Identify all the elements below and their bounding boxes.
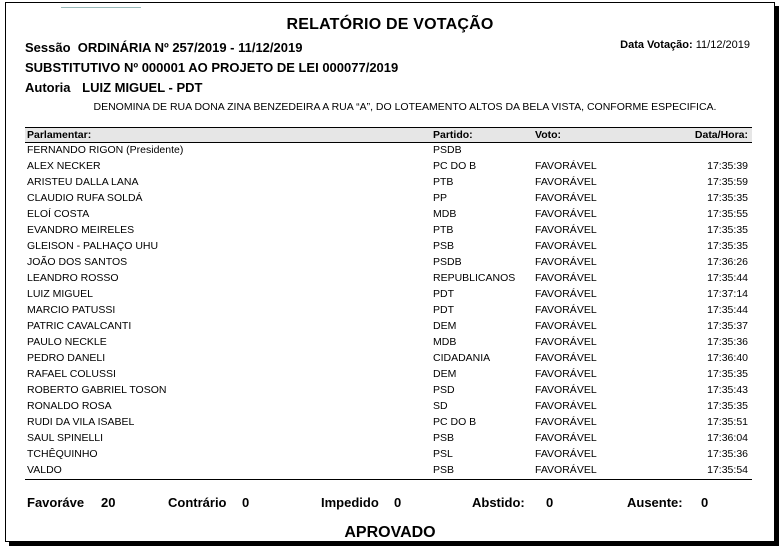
cell-party: DEM <box>433 320 457 332</box>
cell-vote: FAVORÁVEL <box>535 400 597 412</box>
table-row <box>25 287 752 303</box>
abstido-label: Abstido: <box>472 495 525 510</box>
table-row <box>25 367 752 383</box>
table-row <box>25 431 752 447</box>
cell-name: TCHÊQUINHO <box>27 448 98 460</box>
cell-name: SAUL SPINELLI <box>27 432 104 444</box>
cell-vote: FAVORÁVEL <box>535 240 597 252</box>
report-title: RELATÓRIO DE VOTAÇÃO <box>286 16 494 33</box>
cell-name: ELOÍ COSTA <box>27 208 90 220</box>
table-row <box>25 463 752 479</box>
table-row <box>25 415 752 431</box>
session-line <box>25 40 302 55</box>
favor-label: Favoráve <box>27 495 85 510</box>
author-value: LUIZ MIGUEL - PDT <box>82 80 203 95</box>
author-label: Autoria <box>25 80 71 95</box>
cell-party: PC DO B <box>433 416 477 428</box>
cell-time: 17:35:51 <box>707 416 748 428</box>
impedido-value: 0 <box>394 495 402 510</box>
cell-time: 17:35:59 <box>707 176 748 188</box>
cell-time: 17:35:35 <box>707 400 748 412</box>
cell-vote: FAVORÁVEL <box>535 320 597 332</box>
cell-time: 17:35:35 <box>707 368 748 380</box>
cell-party: PDT <box>433 304 454 316</box>
cell-name: EVANDRO MEIRELES <box>27 224 135 236</box>
votes-table <box>25 127 752 480</box>
cell-vote: FAVORÁVEL <box>535 416 597 428</box>
cell-party: PSL <box>433 448 453 460</box>
ausente-value: 0 <box>701 495 709 510</box>
cell-party: PSB <box>433 240 455 252</box>
project-description: DENOMINA DE RUA DONA ZINA BENZEDEIRA A RUA “A”, DO LOTEAMENTO ALTOS DA BELA VISTA, CONFORME ESPECIFICA. <box>93 101 717 113</box>
table-bottom-rule <box>25 479 752 480</box>
cell-time: 17:35:37 <box>707 320 748 332</box>
cell-time: 17:35:43 <box>707 384 748 396</box>
table-row <box>25 351 752 367</box>
cell-time: 17:35:35 <box>707 240 748 252</box>
cell-vote: FAVORÁVEL <box>535 352 597 364</box>
top-mark <box>61 3 141 8</box>
cell-vote: FAVORÁVEL <box>535 336 597 348</box>
cell-party: PSDB <box>433 256 462 268</box>
cell-name: RAFAEL COLUSSI <box>27 368 116 380</box>
table-row <box>25 223 752 239</box>
cell-party: PSB <box>433 432 455 444</box>
table-row <box>25 159 752 175</box>
cell-name: PEDRO DANELI <box>27 352 106 364</box>
cell-party: DEM <box>433 368 457 380</box>
cell-name: ALEX NECKER <box>27 160 101 172</box>
cell-name: FERNANDO RIGON (Presidente) <box>27 144 184 156</box>
header-vote: Voto: <box>535 129 562 141</box>
cell-party: CIDADANIA <box>433 352 491 364</box>
vote-result: APROVADO <box>344 524 436 541</box>
cell-time: 17:35:44 <box>707 304 748 316</box>
cell-name: CLAUDIO RUFA SOLDÁ <box>27 192 143 204</box>
cell-vote: FAVORÁVEL <box>535 160 597 172</box>
cell-time: 17:35:36 <box>707 336 748 348</box>
cell-time: 17:36:40 <box>707 352 748 364</box>
cell-party: MDB <box>433 336 457 348</box>
cell-party: PTB <box>433 224 454 236</box>
cell-party: PSD <box>433 384 455 396</box>
cell-party: SD <box>433 400 448 412</box>
cell-vote: FAVORÁVEL <box>535 304 597 316</box>
cell-name: VALDO <box>27 464 62 476</box>
cell-time: 17:35:36 <box>707 448 748 460</box>
cell-party: PSDB <box>433 144 462 156</box>
table-row <box>25 303 752 319</box>
cell-name: ARISTEU DALLA LANA <box>27 176 139 188</box>
cell-name: JOÃO DOS SANTOS <box>27 256 128 268</box>
cell-vote: FAVORÁVEL <box>535 192 597 204</box>
cell-time: 17:36:26 <box>707 256 748 268</box>
table-row <box>25 207 752 223</box>
table-header <box>25 127 752 143</box>
report-page <box>5 2 775 542</box>
ausente-label: Ausente: <box>627 495 683 510</box>
header-name: Parlamentar: <box>27 129 92 141</box>
header-party: Partido: <box>433 129 473 141</box>
cell-name: LEANDRO ROSSO <box>27 272 119 284</box>
cell-name: PATRIC CAVALCANTI <box>27 320 132 332</box>
table-row <box>25 319 752 335</box>
table-row <box>25 255 752 271</box>
impedido-label: Impedido <box>321 495 379 510</box>
author-line <box>25 80 203 95</box>
cell-party: MDB <box>433 208 457 220</box>
table-row <box>25 383 752 399</box>
substitute-line: SUBSTITUTIVO Nº 000001 AO PROJETO DE LEI 000077/2019 <box>25 60 399 75</box>
table-row <box>25 175 752 191</box>
cell-time: 17:35:35 <box>707 224 748 236</box>
table-row <box>25 447 752 463</box>
cell-party: REPUBLICANOS <box>433 272 516 284</box>
cell-vote: FAVORÁVEL <box>535 464 597 476</box>
abstido-value: 0 <box>546 495 554 510</box>
cell-time: 17:35:55 <box>707 208 748 220</box>
cell-name: GLEISON - PALHAÇO UHU <box>27 240 159 252</box>
vote-date-label: Data Votação: <box>620 39 693 51</box>
cell-vote: FAVORÁVEL <box>535 256 597 268</box>
cell-name: LUIZ MIGUEL <box>27 288 93 300</box>
cell-party: PP <box>433 192 448 204</box>
table-row <box>25 143 752 159</box>
cell-vote: FAVORÁVEL <box>535 368 597 380</box>
cell-time: 17:36:04 <box>707 432 748 444</box>
cell-time: 17:35:35 <box>707 192 748 204</box>
cell-vote: FAVORÁVEL <box>535 208 597 220</box>
table-row <box>25 399 752 415</box>
table-body <box>25 143 752 479</box>
cell-name: PAULO NECKLE <box>27 336 107 348</box>
cell-party: PDT <box>433 288 454 300</box>
cell-party: PTB <box>433 176 454 188</box>
vote-date <box>620 39 750 51</box>
cell-vote: FAVORÁVEL <box>535 448 597 460</box>
cell-name: RONALDO ROSA <box>27 400 112 412</box>
cell-name: ROBERTO GABRIEL TOSON <box>27 384 167 396</box>
cell-party: PC DO B <box>433 160 477 172</box>
cell-name: MARCIO PATUSSI <box>27 304 116 316</box>
contra-value: 0 <box>242 495 250 510</box>
cell-vote: FAVORÁVEL <box>535 224 597 236</box>
favor-value: 20 <box>101 495 116 510</box>
cell-vote: FAVORÁVEL <box>535 384 597 396</box>
cell-time: 17:35:54 <box>707 464 748 476</box>
table-row <box>25 239 752 255</box>
cell-time: 17:35:39 <box>707 160 748 172</box>
cell-time: 17:35:44 <box>707 272 748 284</box>
cell-name: RUDI DA VILA ISABEL <box>27 416 135 428</box>
cell-vote: FAVORÁVEL <box>535 176 597 188</box>
table-row <box>25 271 752 287</box>
contra-label: Contrário <box>168 495 227 510</box>
header-time: Data/Hora: <box>694 129 748 141</box>
cell-vote: FAVORÁVEL <box>535 272 597 284</box>
cell-vote: FAVORÁVEL <box>535 288 597 300</box>
vote-date-value: 11/12/2019 <box>695 39 750 51</box>
table-row <box>25 191 752 207</box>
cell-vote: FAVORÁVEL <box>535 432 597 444</box>
cell-party: PSB <box>433 464 455 476</box>
session-value: ORDINÁRIA Nº 257/2019 - 11/12/2019 <box>77 40 303 55</box>
session-label: Sessão <box>25 40 71 55</box>
table-row <box>25 335 752 351</box>
cell-time: 17:37:14 <box>707 288 748 300</box>
totals-line <box>25 495 752 511</box>
